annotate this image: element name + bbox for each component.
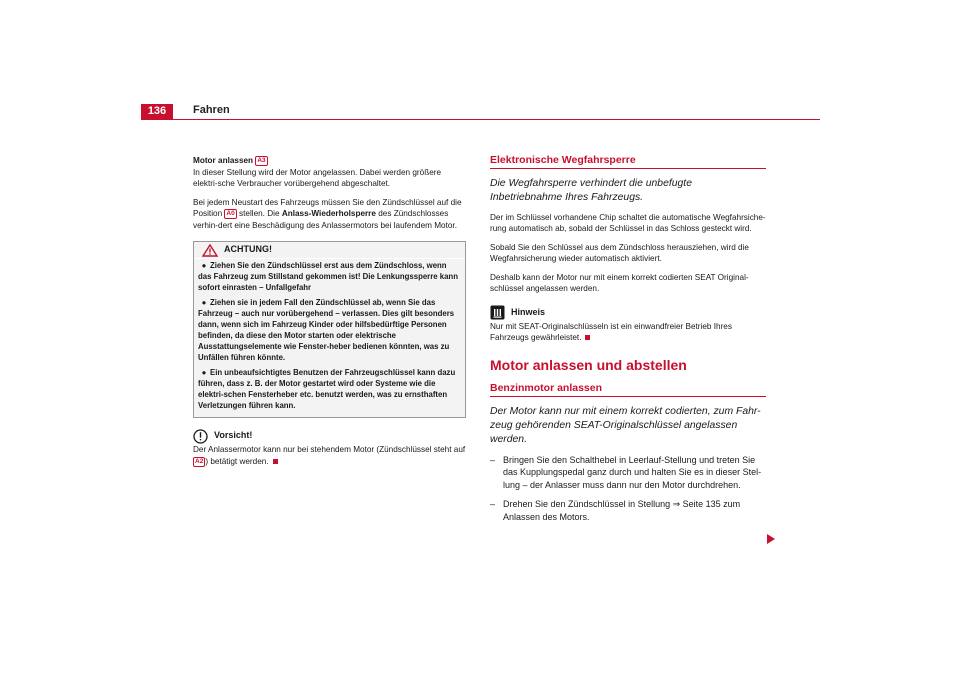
- step-item: [490, 498, 766, 523]
- step-item: [490, 454, 766, 492]
- warning-item-text: Ziehen sie in jedem Fall den Zündschlüssel ab, wenn Sie das Fahrzeug – auch nur vorübergehend – verlassen. Dies gilt besonders dann, wenn sich im Fahrzeug Kinder oder hilfsbedürftige Personen befinden, da diese den Motor starten oder elektrische Ausstattungselemente wie Fenster-heber bedienen könnten, was zu Unfällen führen könnte.: [198, 298, 455, 362]
- restart-text-c: des Zündschlosses verhin-dert eine Beschädigung des Anlassermotors bei laufendem Motor.: [193, 209, 457, 230]
- end-mark-icon: [585, 335, 590, 340]
- step-dash: –: [490, 499, 496, 509]
- step-text: Drehen Sie den Zündschlüssel in Stellung ⇒ Seite 135 zum Anlassen des Motors.: [503, 499, 741, 522]
- chapter-title: Motor anlassen und abstellen: [490, 356, 687, 373]
- position-chip: A3: [257, 157, 266, 164]
- immobilizer-text-3: Deshalb kann der Motor nur mit einem korrekt codierten SEAT Original-schlüssel angelassen werden.: [490, 272, 749, 293]
- warning-item-text: Ein unbeaufsichtigtes Benutzen der Fahrzeugschlüssel kann dazu führen, dass z. B. der Motor gestartet wird oder Systeme wie die elektri-schen Fensterheber etc. benutzt werden, was zu ernsthaften Verletzungen führen kann.: [198, 368, 456, 410]
- immobilizer-text-1: Der im Schlüssel vorhandene Chip schaltet die automatische Wegfahrsiche-rung automatisch ab, sobald der Schlüssel in das Schloss gesteckt wird.: [490, 212, 766, 233]
- restart-text-a: Bei jedem Neustart des Fahrzeugs müssen Sie den Zündschlüssel auf die Position: [193, 197, 462, 218]
- restart-paragraph: [193, 197, 466, 232]
- caution-paragraph: [193, 444, 466, 467]
- warning-item: [194, 259, 465, 296]
- hint-title: Hinweis: [511, 306, 546, 317]
- warning-header: [194, 242, 465, 259]
- step-text: Bringen Sie den Schalthebel in Leerlauf-Stellung und treten Sie das Kupplungspedal ganz durch und halten Sie es in dieser Stel-lung – der Anlasser muss dann nur den Motor durchdrehen.: [503, 454, 762, 490]
- page-number: 136: [141, 104, 173, 119]
- warning-item-text: Ziehen Sie den Zündschlüssel erst aus dem Zündschloss, wenn das Fahrzeug zum Stillstand gekommen ist! Die Lenkungssperre kann sofort einrasten – Unfallgefahr: [198, 261, 458, 292]
- immobilizer-heading: Elektronische Wegfahrsperre: [490, 155, 766, 169]
- warning-triangle-icon: [202, 244, 218, 257]
- warning-title: ACHTUNG!: [224, 244, 272, 254]
- position-chip: A2: [195, 457, 204, 465]
- right-column: [490, 155, 766, 530]
- bullet-icon: ●: [201, 298, 207, 307]
- motor-paragraph: [193, 155, 466, 190]
- header-rule: [141, 119, 820, 120]
- info-icon: [490, 305, 505, 320]
- step-dash: –: [490, 454, 496, 465]
- warning-item: [194, 296, 465, 366]
- bullet-icon: ●: [201, 368, 207, 377]
- hint-paragraph: [490, 321, 766, 344]
- position-chip: A0: [226, 210, 235, 217]
- left-column: [193, 155, 466, 474]
- bullet-icon: ●: [201, 261, 207, 270]
- restart-text-b: stellen. Die: [239, 209, 280, 218]
- caution-text-b: ) betätigt werden.: [205, 456, 269, 466]
- warning-item: [194, 366, 465, 414]
- caution-title: Vorsicht!: [214, 430, 253, 441]
- restart-bold: Anlass-Wiederholsperre: [281, 209, 376, 218]
- continue-arrow-icon: [766, 533, 776, 545]
- caution-header: [193, 428, 466, 444]
- hint-header: [490, 305, 766, 321]
- caution-text-a: Der Anlassermotor kann nur bei stehendem Motor (Zündschlüssel steht auf: [193, 445, 466, 454]
- exclamation-circle-icon: [193, 429, 208, 444]
- hint-text: Nur mit SEAT-Originalschlüsseln ist ein einwandfreier Betrieb Ihres Fahrzeugs gewährleistet.: [490, 321, 732, 342]
- motor-text: In dieser Stellung wird der Motor angelassen. Dabei werden größere elektri-sche Verbraucher vorübergehend abgeschaltet.: [193, 167, 442, 188]
- end-mark-icon: [273, 459, 278, 464]
- immobilizer-lede: Die Wegfahrsperre verhindert die unbefugte Inbetriebnahme Ihres Fahrzeugs.: [490, 177, 692, 203]
- petrol-engine-heading: Benzinmotor anlassen: [490, 383, 766, 397]
- petrol-engine-lede: Der Motor kann nur mit einem korrekt codierten, zum Fahr-zeug gehörenden SEAT-Originalschlüssel angelassen werden.: [490, 405, 761, 445]
- immobilizer-text-2: Sobald Sie den Schlüssel aus dem Zündschloss herausziehen, wird die Wegfahrsicherung wieder automatisch aktiviert.: [490, 242, 749, 263]
- running-title: Fahren: [193, 104, 230, 116]
- warning-box: [193, 241, 466, 418]
- motor-heading: Motor anlassen: [193, 156, 254, 165]
